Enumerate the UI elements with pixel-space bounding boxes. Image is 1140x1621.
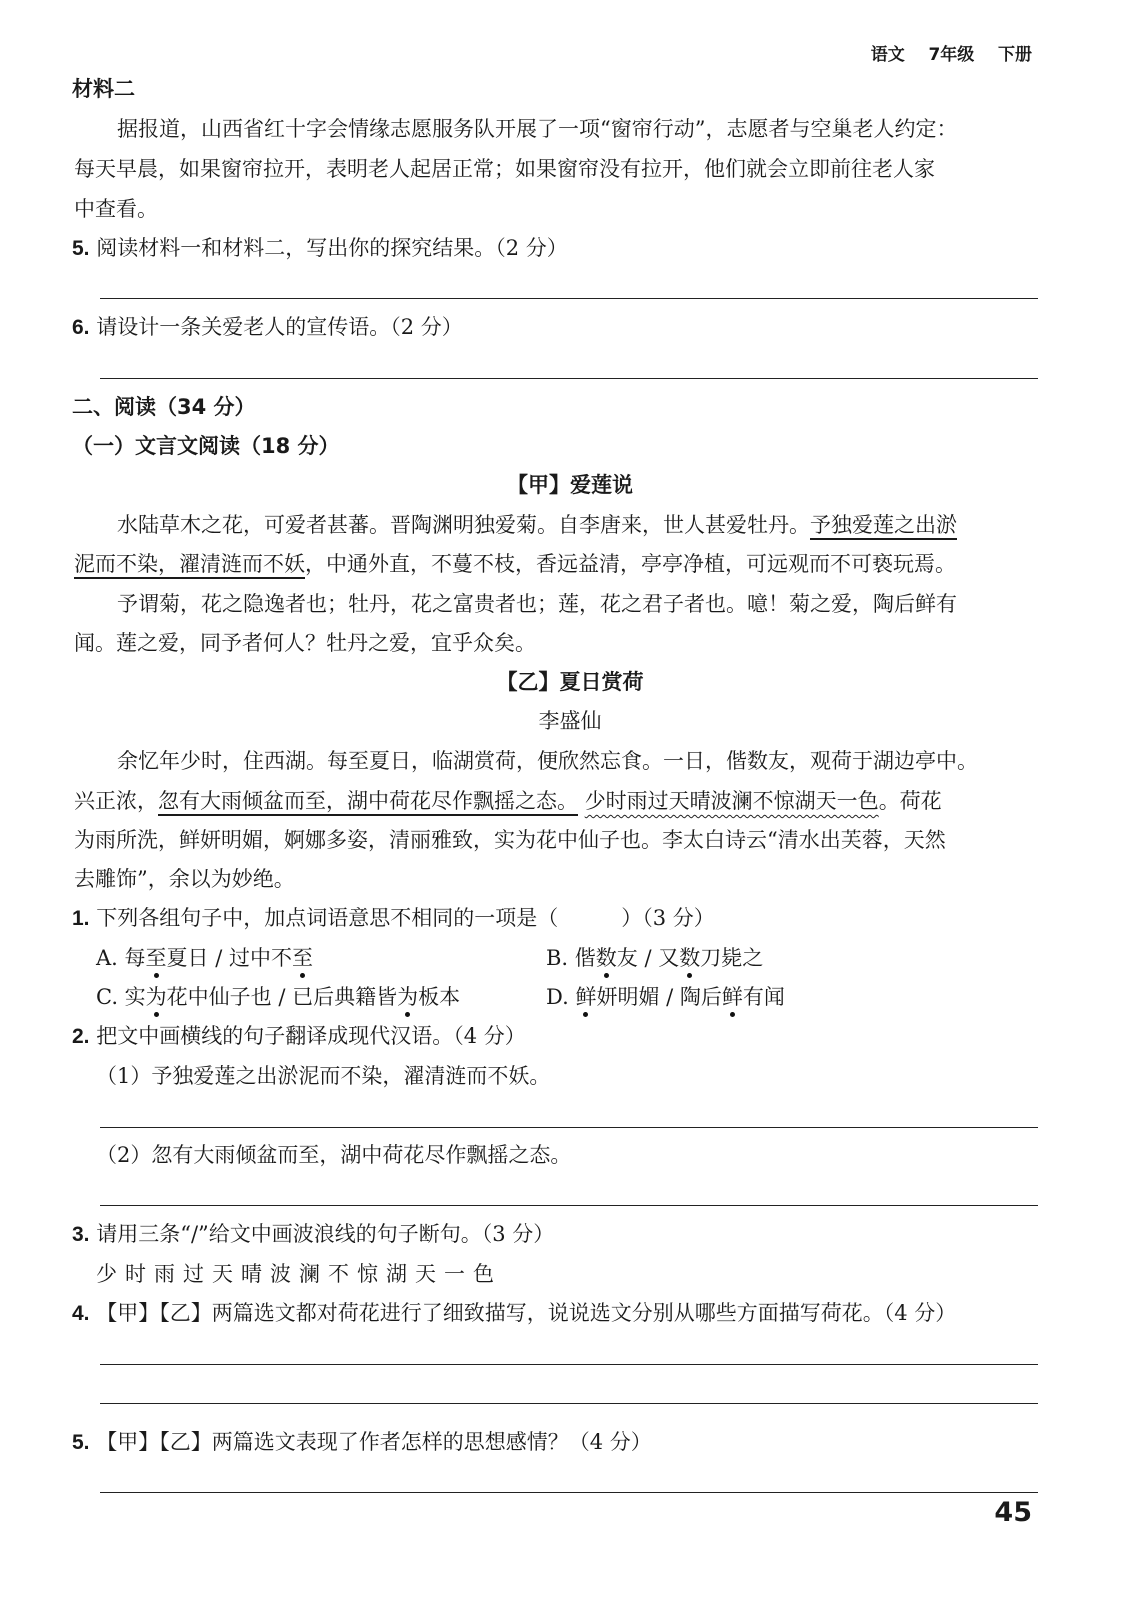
running-header <box>871 40 1032 65</box>
question-3-sentence: 少时雨过天晴波澜不惊湖天一色 <box>96 1262 502 1286</box>
question-1: 1. 下列各组句子中，加点词语意思不相同的一项是（ ）（3 分） <box>72 906 715 930</box>
page-number: 45 <box>994 1497 1032 1528</box>
passage-b-line1: 余忆年少时，住西湖。每至夏日，临湖赏荷，便欣然忘食。一日，偕数友，观荷于湖边亭中。 <box>117 749 978 773</box>
material2-line-2: 每天早晨，如果窗帘拉开，表明老人起居正常；如果窗帘没有拉开，他们就会立即前往老人家 <box>74 157 935 181</box>
passage-b-author: 李盛仙 <box>538 709 602 733</box>
header-volume: 下册 <box>998 45 1032 65</box>
answer-line[interactable] <box>100 1127 1038 1128</box>
underlined-sentence: 泥而不染，濯清涟而不妖 <box>74 552 305 576</box>
header-grade: 7年级 <box>928 45 975 65</box>
answer-line[interactable] <box>100 298 1038 299</box>
material2-heading: 材料二 <box>72 77 135 101</box>
answer-line[interactable] <box>100 1403 1038 1404</box>
question-3: 3. 请用三条“/”给文中画波浪线的句子断句。（3 分） <box>72 1222 555 1246</box>
question-6-material: 6. 请设计一条关爱老人的宣传语。（2 分） <box>72 315 463 339</box>
material2-line-3: 中查看。 <box>74 197 158 221</box>
passage-a-para2-line1: 予谓菊，花之隐逸者也；牡丹，花之富贵者也；莲，花之君子者也。噫！菊之爱，陶后鲜有 <box>117 592 957 616</box>
wavy-underlined-sentence: 少时雨过天晴波澜不惊湖天一色 <box>584 789 879 813</box>
question-5-material: 5. 阅读材料一和材料二，写出你的探究结果。（2 分） <box>72 236 568 260</box>
answer-line[interactable] <box>100 378 1038 379</box>
answer-line[interactable] <box>100 1492 1038 1493</box>
header-subject: 语文 <box>870 45 905 65</box>
passage-a-para1-line1: 水陆草木之花，可爱者甚蕃。晋陶渊明独爱菊。自李唐来，世人甚爱牡丹。予独爱莲之出淤 <box>117 513 957 537</box>
option-a[interactable]: A. 每至夏日 / 过中不至 <box>96 946 313 970</box>
subsection-title: （一）文言文阅读（18 分） <box>72 434 340 458</box>
question-4: 4. 【甲】【乙】两篇选文都对荷花进行了细致描写，说说选文分别从哪些方面描写荷花。（4 分） <box>72 1301 957 1325</box>
option-c[interactable]: C. 实为花中仙子也 / 已后典籍皆为板本 <box>96 985 461 1009</box>
question-5: 5. 【甲】【乙】两篇选文表现了作者怎样的思想感情？（4 分） <box>72 1430 652 1454</box>
question-2-part1: （1）予独爱莲之出淤泥而不染，濯清涟而不妖。 <box>96 1064 551 1088</box>
answer-line[interactable] <box>100 1205 1038 1206</box>
passage-b-line3: 为雨所洗，鲜妍明媚，婀娜多姿，清丽雅致，实为花中仙子也。李太白诗云“清水出芙蓉，天然 <box>74 828 946 852</box>
material2-line-1: 据报道，山西省红十字会情缘志愿服务队开展了一项“窗帘行动”，志愿者与空巢老人约定： <box>117 117 958 141</box>
passage-a-para2-line2: 闻。莲之爱，同予者何人？牡丹之爱，宜乎众矣。 <box>74 631 536 655</box>
underlined-sentence: 予独爱莲之出淤 <box>810 513 957 537</box>
passage-b-line2: 兴正浓，忽有大雨倾盆而至，湖中荷花尽作飘摇之态。 少时雨过天晴波澜不惊湖天一色。荷花 <box>74 789 942 813</box>
question-2: 2. 把文中画横线的句子翻译成现代汉语。（4 分） <box>72 1024 526 1048</box>
passage-b-line4: 去雕饰”，余以为妙绝。 <box>74 867 295 891</box>
answer-line[interactable] <box>100 1364 1038 1365</box>
passage-b-title: 【乙】夏日赏荷 <box>496 670 644 694</box>
passage-a-title: 【甲】爱莲说 <box>507 473 633 497</box>
option-d[interactable]: D. 鲜妍明媚 / 陶后鲜有闻 <box>546 985 785 1009</box>
option-b[interactable]: B. 偕数友 / 又数刀毙之 <box>546 946 764 970</box>
section-title: 二、阅读（34 分） <box>72 395 256 419</box>
question-2-part2: （2）忽有大雨倾盆而至，湖中荷花尽作飘摇之态。 <box>96 1143 572 1167</box>
passage-a-para1-line2: 泥而不染，濯清涟而不妖，中通外直，不蔓不枝，香远益清，亭亭净植，可远观而不可亵玩焉。 <box>74 552 956 576</box>
underlined-sentence: 忽有大雨倾盆而至，湖中荷花尽作飘摇之态。 <box>158 789 578 813</box>
